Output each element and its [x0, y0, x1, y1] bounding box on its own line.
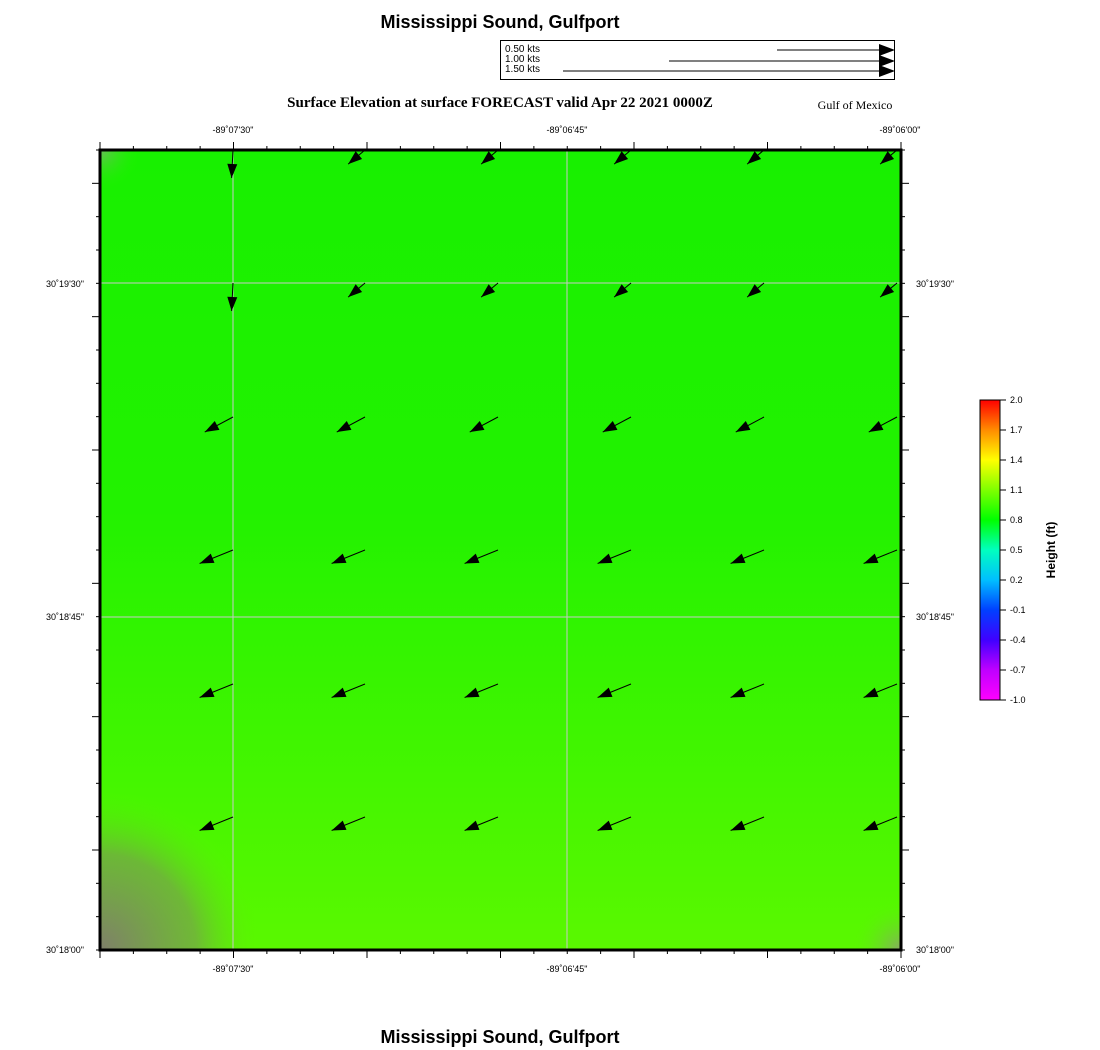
- colorbar-tick-label: -0.7: [1010, 665, 1026, 675]
- elevation-field: [100, 150, 901, 950]
- lon-tick-label: -89˚06'45": [546, 964, 588, 974]
- lon-tick-label: -89˚07'30": [212, 964, 254, 974]
- colorbar-tick-label: 0.2: [1010, 575, 1023, 585]
- colorbar-gradient: [980, 400, 1000, 700]
- lon-tick-label: -89˚06'45": [546, 125, 588, 135]
- footer-title: Mississippi Sound, Gulfport: [380, 1027, 620, 1047]
- colorbar-tick-label: 1.1: [1010, 485, 1023, 495]
- lat-tick-label: 30˚19'30": [46, 279, 84, 289]
- colorbar-tick-label: 2.0: [1010, 395, 1023, 405]
- vector-key-label: 1.50 kts: [505, 64, 541, 75]
- colorbar-tick-label: -0.4: [1010, 635, 1026, 645]
- lat-tick-label: 30˚18'45": [46, 612, 84, 622]
- colorbar-tick-label: -0.1: [1010, 605, 1026, 615]
- colorbar-tick-label: 1.4: [1010, 455, 1023, 465]
- colorbar: [980, 395, 1058, 705]
- lat-tick-label: 30˚18'00": [46, 945, 84, 955]
- colorbar-tick-label: 0.8: [1010, 515, 1023, 525]
- lon-tick-label: -89˚07'30": [212, 125, 254, 135]
- region-label: Gulf of Mexico: [817, 98, 893, 112]
- lat-tick-label: 30˚19'30": [916, 279, 954, 289]
- vector-key-label: 0.50 kts: [505, 44, 541, 55]
- vector-key-label: 1.00 kts: [505, 54, 541, 65]
- colorbar-tick-label: -1.0: [1010, 695, 1026, 705]
- lat-tick-label: 30˚18'00": [916, 945, 954, 955]
- forecast-subtitle: Surface Elevation at surface FORECAST valid Apr 22 2021 0000Z: [287, 95, 713, 111]
- colorbar-tick-label: 1.7: [1010, 425, 1023, 435]
- colorbar-title: Height (ft): [1044, 521, 1058, 579]
- map-title: Mississippi Sound, Gulfport: [380, 12, 620, 32]
- colorbar-tick-label: 0.5: [1010, 545, 1023, 555]
- lon-tick-label: -89˚06'00": [879, 125, 921, 135]
- lon-tick-label: -89˚06'00": [879, 964, 921, 974]
- lat-tick-label: 30˚18'45": [916, 612, 954, 622]
